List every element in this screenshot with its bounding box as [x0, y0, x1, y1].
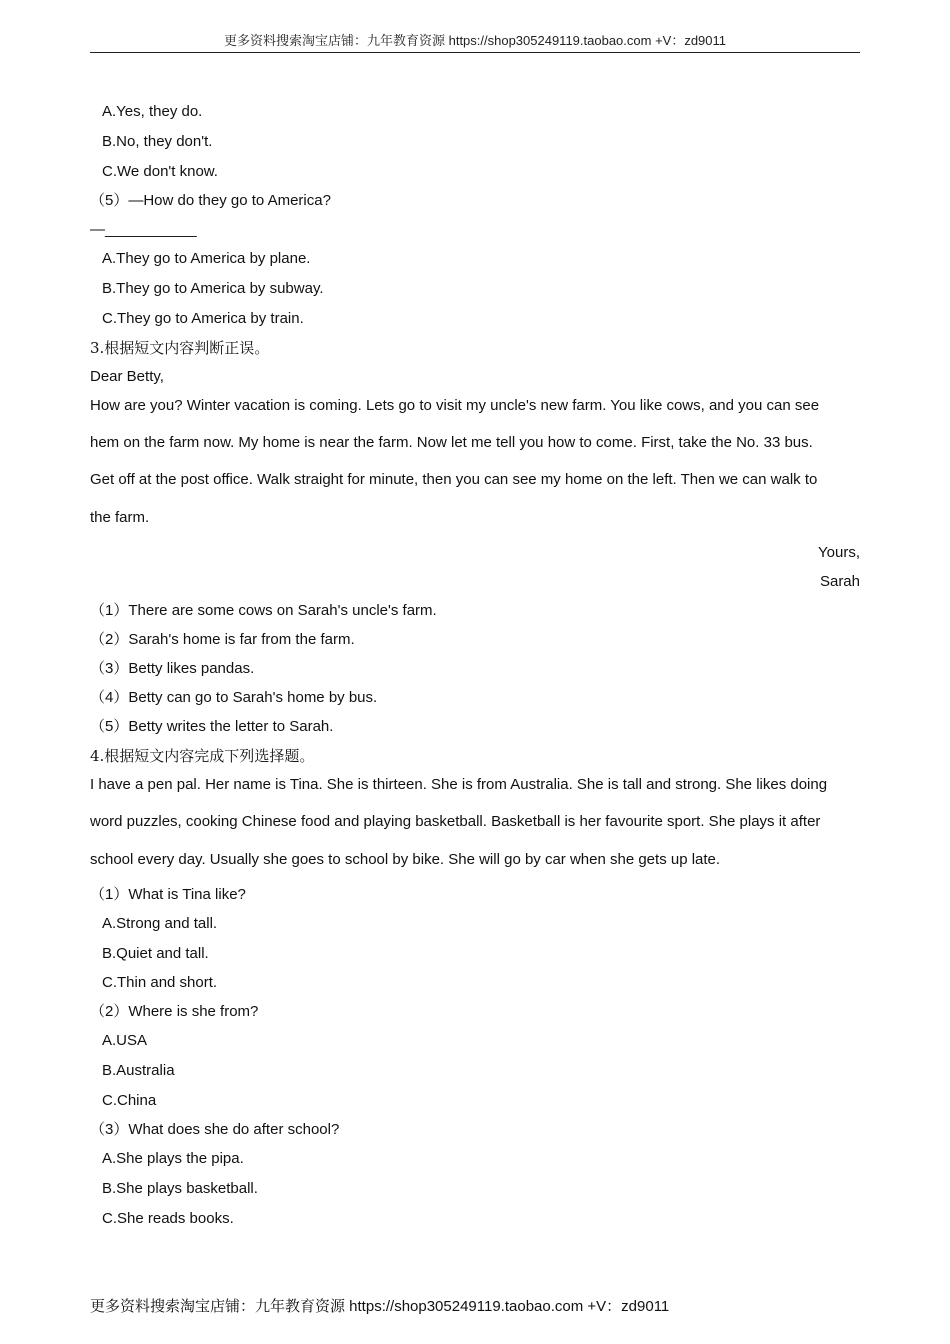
option-b: B.They go to America by subway.: [102, 280, 324, 297]
option-a: A.USA: [102, 1032, 148, 1049]
letter-greeting: Dear Betty,: [90, 368, 164, 385]
question-5: （5）—How do they go to America?: [90, 192, 331, 209]
passage-line: word puzzles, cooking Chinese food and playing basketball. Basketball is her favourite sport. She plays it after: [90, 813, 821, 830]
letter-closing: Yours,: [818, 544, 860, 561]
option-a: A.They go to America by plane.: [102, 250, 311, 267]
question-3: （3）What does she do after school?: [90, 1121, 340, 1138]
letter-body-line: How are you? Winter vacation is coming. Lets go to visit my uncle's new farm. You like cows, and you can see: [90, 397, 820, 414]
statement: （5）Betty writes the letter to Sarah.: [90, 718, 334, 735]
statement: （3）Betty likes pandas.: [90, 660, 255, 677]
passage-line: school every day. Usually she goes to school by bike. She will go by car when she gets up late.: [90, 851, 721, 868]
option-c: C.She reads books.: [102, 1210, 234, 1227]
question-1: （1）What is Tina like?: [90, 886, 246, 903]
letter-body-line: Get off at the post office. Walk straight for minute, then you can see my home on the left. Then we can walk to: [90, 471, 818, 488]
option-c: C.Thin and short.: [102, 974, 218, 991]
letter-body-line: the farm.: [90, 509, 150, 526]
option-b: B.Australia: [102, 1062, 175, 1079]
letter-body-line: hem on the farm now. My home is near the farm. Now let me tell you how to come. First, take the No. 33 bus.: [90, 434, 813, 451]
option-a: A.Strong and tall.: [102, 915, 218, 932]
option-b: B.She plays basketball.: [102, 1180, 258, 1197]
option-b: B.No, they don't.: [102, 133, 213, 150]
statement: （4）Betty can go to Sarah's home by bus.: [90, 689, 378, 706]
statement: （2）Sarah's home is far from the farm.: [90, 631, 355, 648]
option-c: C.China: [102, 1092, 157, 1109]
option-c: C.They go to America by train.: [102, 310, 304, 327]
letter-signature: Sarah: [819, 573, 860, 590]
answer-blank: —___________: [90, 221, 197, 238]
section-4-title: 4.根据短文内容完成下列选择题。: [90, 747, 315, 765]
question-2: （2）Where is she from?: [90, 1003, 259, 1020]
page-header: 更多资料搜索淘宝店铺：九年教育资源 https://shop305249119.taobao.com +V：zd9011: [90, 32, 860, 53]
option-a: A.Yes, they do.: [102, 103, 203, 120]
option-a: A.She plays the pipa.: [102, 1150, 244, 1167]
option-b: B.Quiet and tall.: [102, 945, 209, 962]
statement: （1）There are some cows on Sarah's uncle's farm.: [90, 602, 437, 619]
page-footer: 更多资料搜索淘宝店铺：九年教育资源 https://shop305249119.taobao.com +V：zd9011: [90, 1298, 670, 1315]
passage-line: I have a pen pal. Her name is Tina. She is thirteen. She is from Australia. She is tall and strong. She likes doing: [90, 776, 828, 793]
option-c: C.We don't know.: [102, 163, 218, 180]
section-3-title: 3.根据短文内容判断正误。: [90, 339, 270, 357]
